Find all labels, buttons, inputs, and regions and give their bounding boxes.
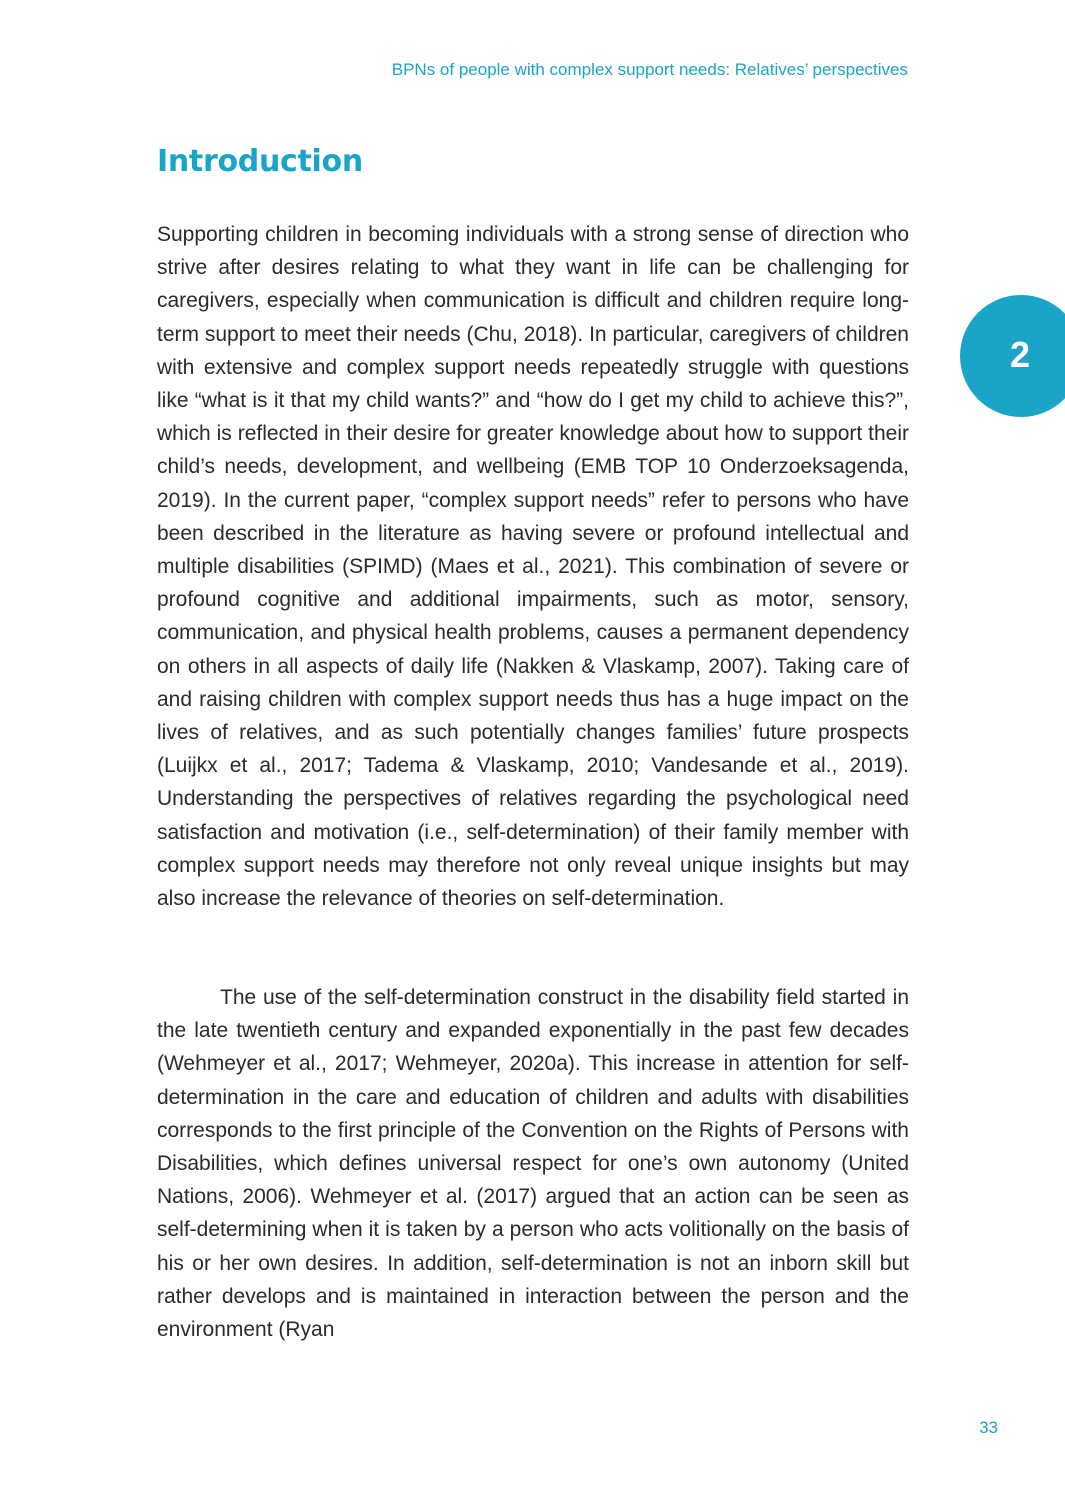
running-header: BPNs of people with complex support needs: Relatives’ perspectives [391,60,908,79]
body-paragraph-1: Supporting children in becoming individuals with a strong sense of direction who strive after desires relating to what they want in life can be challenging for caregivers, especially when communication is difficult and children require long-term support to meet their needs (Chu, 2018). In particular, caregivers of children with extensive and complex support needs repeatedly struggle with questions like “what is it that my child wants?” and “how do I get my child to achieve this?”, which is reflected in their desire for greater knowledge about how to support their child’s needs, development, and wellbeing (EMB TOP 10 Onderzoeksagenda, 2019). In the current paper, “complex support needs” refer to persons who have been described in the literature as having severe or profound intellectual and multiple disabilities (SPIMD) (Maes et al., 2021). This combination of severe or profound cognitive and additional impairments, such as motor, sensory, communication, and physical health problems, causes a permanent dependency on others in all aspects of daily life (Nakken & Vlaskamp, 2007). Taking care of and raising children with complex support needs thus has a huge impact on the lives of relatives, and as such potentially changes families’ future prospects (Luijkx et al., 2017; Tadema & Vlaskamp, 2010; Vandesande et al., 2019). Understanding the perspectives of relatives regarding the psychological need satisfaction and motivation (i.e., self-determination) of their family member with complex support needs may therefore not only reveal unique insights but may also increase the relevance of theories on self-determination. [157,223,909,911]
page-number: 33 [979,1418,998,1437]
section-heading: Introduction [157,144,363,179]
body-paragraph-2: The use of the self-determination construct in the disability field started in the late twentieth century and expanded exponentially in the past few decades (Wehmeyer et al., 2017; Wehmeyer, 2020a). This increase in attention for self-determination in the care and education of children and adults with disabilities corresponds to the first principle of the Convention on the Rights of Persons with Disabilities, which defines universal respect for one’s own autonomy (United Nations, 2006). Wehmeyer et al. (2017) argued that an action can be seen as self-determining when it is taken by a person who acts volitionally on the basis of his or her own desires. In addition, self-determination is not an inborn skill but rather develops and is maintained in interaction between the person and the environment (Ryan [157,986,909,1342]
chapter-number: 2 [1009,334,1031,375]
